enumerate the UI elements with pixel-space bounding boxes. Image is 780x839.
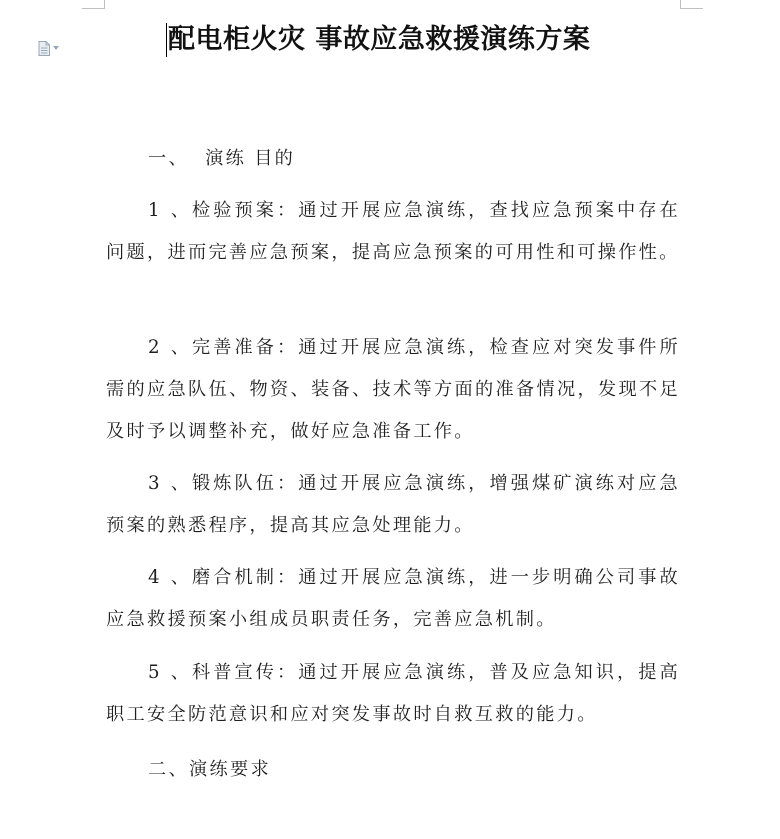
document-menu-button[interactable] (38, 40, 68, 56)
paragraph-text: 5 、科普宣传：通过开展应急演练，普及应急知识，提高职工安全防范意识和应对突发事故时自救互救的能力。 (106, 662, 680, 725)
page-corner-mark-right (680, 0, 703, 9)
paragraph-text: 3 、锻炼队伍：通过开展应急演练，增强煤矿演练对应急预案的熟悉程序，提高其应急处理能力。 (106, 473, 680, 536)
document-title[interactable]: 配电柜火灾 事故应急救援演练方案 (168, 24, 591, 55)
section-heading-2[interactable]: 二、演练要求 (148, 759, 271, 780)
paragraph-2[interactable] (106, 327, 680, 453)
paragraph-text: 2 、完善准备：通过开展应急演练，检查应对突发事件所需的应急队伍、物资、装备、技术等方面的准备情况，发现不足及时予以调整补充，做好应急准备工作。 (106, 337, 680, 442)
paragraph-text: 1 、检验预案：通过开展应急演练，查找应急预案中存在问题，进而完善应急预案，提高应急预案的可用性和可操作性。 (106, 200, 680, 263)
document-icon (38, 41, 50, 56)
paragraph-4[interactable] (106, 557, 680, 641)
paragraph-1[interactable] (106, 190, 680, 274)
text-cursor (166, 23, 167, 57)
page-corner-mark-left (82, 0, 105, 9)
paragraph-text: 4 、磨合机制：通过开展应急演练，进一步明确公司事故应急救援预案小组成员职责任务，完善应急机制。 (106, 567, 680, 630)
section-heading-1[interactable]: 一、 演练 目的 (148, 148, 296, 169)
paragraph-5[interactable] (106, 652, 680, 736)
paragraph-3[interactable] (106, 463, 680, 547)
chevron-down-icon (53, 46, 59, 50)
